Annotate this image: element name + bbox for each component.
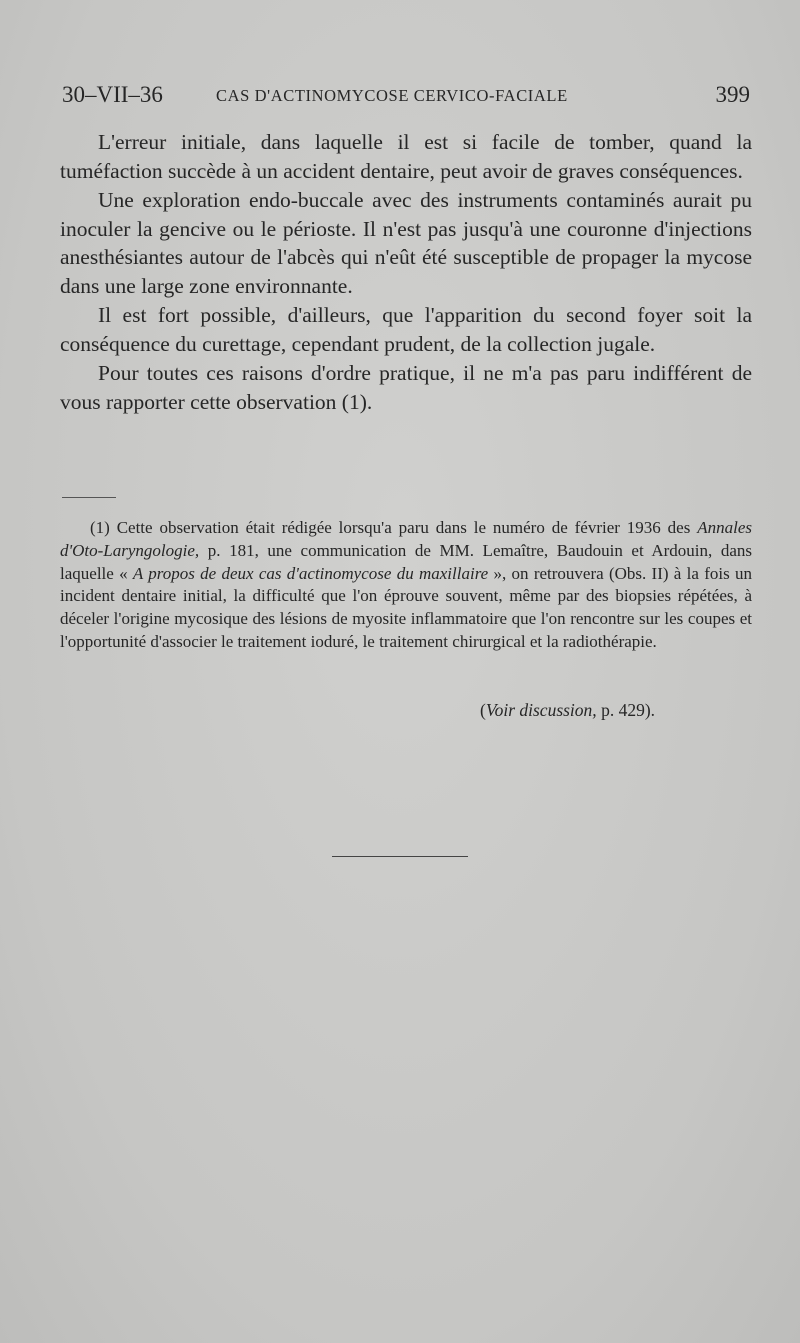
running-header [62,82,752,112]
footnote-journal: Annales d'Oto-Laryngologie, [60,518,752,560]
footnote-separator [62,497,116,498]
discussion-reference [480,700,655,721]
footnote [60,517,752,654]
discussion-open-paren: ( [480,700,486,720]
footnote-part-3: », on retrouvera (Obs. II) à la fois un incident dentaire initial, la difficulté que l'on éprouve souvent, même par des biopsies répétées, à déceler l'origine mycosique des lésions de myosite inflammatoire que l'on rencontre sur les coupes et l'opportunité d'associer le traitement ioduré, le traitement chirurgical et la radiothérapie. [60,563,752,651]
discussion-italic: Voir discussion, [485,700,597,720]
footnote-text [60,517,752,654]
footnote-article-title: A propos de deux cas d'actinomycose du maxillaire [132,563,489,583]
paragraph-4: Pour toutes ces raisons d'ordre pratique, il ne m'a pas paru indifférent de vous rapporter cette observation (1). [60,361,752,414]
header-title: CAS D'ACTINOMYCOSE CERVICO-FACIALE [216,86,568,105]
header-date: 30–VII–36 [62,82,163,107]
body-text [60,128,752,417]
end-rule [332,856,468,857]
page-number: 399 [715,82,750,107]
discussion-rest: p. 429). [596,700,656,720]
paragraph-3: Il est fort possible, d'ailleurs, que l'apparition du second foyer soit la conséquence du curettage, cependant prudent, de la collection jugale. [60,303,752,356]
footnote-part-2: p. 181, une communication de MM. Lemaître, Baudouin et Ardouin, dans laquelle « [60,540,752,583]
footnote-part-1: (1) Cette observation était rédigée lorsqu'a paru dans le numéro de février 1936 des [90,518,698,537]
paragraph-1: L'erreur initiale, dans laquelle il est si facile de tomber, quand la tuméfaction succède à un accident dentaire, peut avoir de graves conséquences. [60,130,752,183]
paragraph-2: Une exploration endo-buccale avec des instruments contaminés aurait pu inoculer la gencive ou le périoste. Il n'est pas jusqu'à une couronne d'injections anesthésiantes autour de l'abcès qui n'eût été susceptible de propager la mycose dans une large zone environnante. [60,188,752,298]
